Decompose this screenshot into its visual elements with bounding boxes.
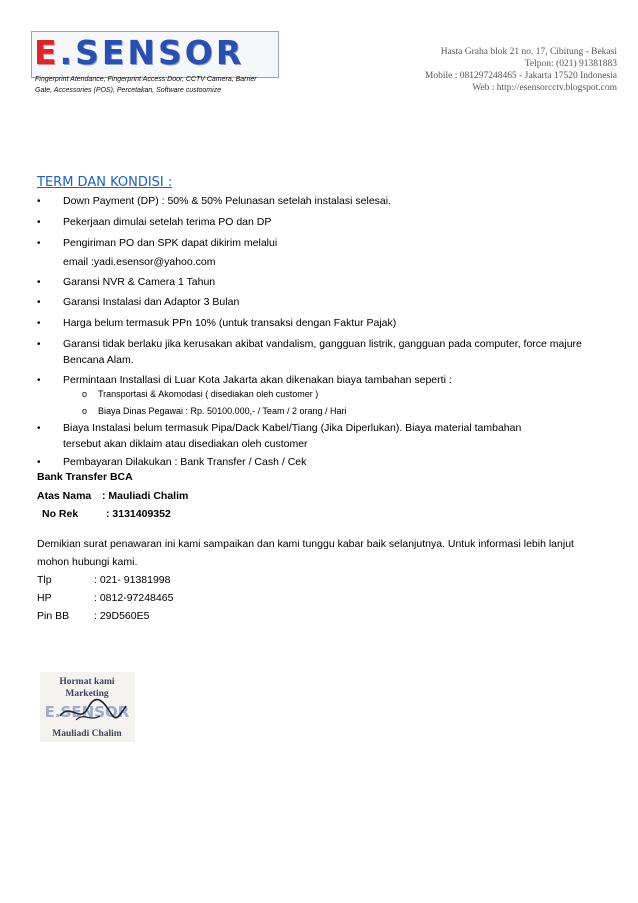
account-number-label: No Rek — [42, 508, 79, 520]
account-number-value: : 3131409352 — [106, 508, 171, 520]
stamp-greeting: Hormat kami — [59, 677, 115, 687]
stamp-signer-name: Mauliadi Chalim — [52, 729, 122, 739]
closing-text: mohon hubungi kami. — [37, 556, 138, 568]
tagline-line: Gate, Accessories (POS), Percetakan, Software custoomize — [35, 87, 222, 94]
bullet-icon: • — [37, 196, 41, 207]
company-logo — [34, 33, 274, 73]
logo-letter-e: E — [34, 33, 60, 72]
logo-wordmark: .SENSOR — [59, 33, 245, 72]
tagline-line: Fingerprint Atendance, Fingerprint Access Door, CCTV Camera, Barrier — [35, 76, 257, 83]
term-item: Biaya Instalasi belum termasuk Pipa/Dack Kabel/Tiang (Jika Diperlukan). Biaya material tambahan — [63, 422, 522, 434]
contact-value-hp: : 0812-97248465 — [94, 592, 174, 604]
sub-item: Transportasi & Akomodasi ( disediakan oleh customer ) — [98, 389, 319, 399]
term-item: Pekerjaan dimulai setelah terima PO dan DP — [63, 216, 272, 228]
bullet-icon: • — [37, 457, 41, 468]
sub-item: Biaya Dinas Pegawai : Rp. 50100.000,- / Team / 2 orang / Hari — [98, 406, 347, 416]
sub-bullet-icon: o — [82, 389, 88, 399]
bank-name: Bank Transfer BCA — [37, 471, 133, 483]
term-item: Permintaan Installasi di Luar Kota Jakarta akan dikenakan biaya tambahan seperti : — [63, 374, 452, 386]
bullet-icon: • — [37, 238, 41, 249]
address-line: Mobile : 081297248465 - Jakarta 17520 Indonesia — [424, 71, 617, 81]
term-item: Garansi Instalasi dan Adaptor 3 Bulan — [63, 296, 240, 308]
bullet-icon: • — [37, 217, 41, 228]
bullet-icon: • — [37, 297, 41, 308]
stamp-watermark: E.SENSOR — [44, 703, 130, 721]
contact-label-pinbb: Pin BB — [37, 610, 70, 622]
bullet-icon: • — [37, 375, 41, 386]
term-item-continued: email :yadi.esensor@yahoo.com — [63, 256, 216, 268]
stamp-department: Marketing — [65, 689, 109, 699]
signature-stamp — [40, 672, 135, 742]
term-item: Harga belum termasuk PPn 10% (untuk transaksi dengan Faktur Pajak) — [63, 317, 397, 329]
address-line: Web : http://esensorcctv.blogspot.com — [472, 83, 617, 93]
contact-label-hp: HP — [37, 592, 52, 604]
section-title: TERM DAN KONDISI : — [37, 175, 173, 190]
bullet-icon: • — [37, 277, 41, 288]
account-holder-value: : Mauliadi Chalim — [102, 490, 189, 502]
bullet-icon: • — [37, 423, 41, 434]
term-item: Garansi NVR & Camera 1 Tahun — [63, 276, 216, 288]
contact-value-phone: : 021- 91381998 — [94, 574, 171, 586]
term-item-continued: tersebut akan diklaim atau disediakan oleh customer — [63, 438, 308, 450]
sub-bullet-icon: o — [82, 406, 88, 416]
term-item: Garansi tidak berlaku jika kerusakan akibat vandalism, gangguan listrik, gangguan pada computer, force majure — [63, 338, 582, 350]
company-tagline — [35, 74, 295, 96]
company-address — [317, 46, 617, 94]
account-holder-label: Atas Nama — [37, 490, 92, 502]
term-item: Down Payment (DP) : 50% & 50% Pelunasan setelah instalasi selesai. — [63, 195, 392, 207]
closing-text: Demikian surat penawaran ini kami sampaikan dan kami tunggu kabar baik selanjutnya. Untuk informasi lebih lanjut — [37, 538, 574, 550]
term-item: Pengiriman PO dan SPK dapat dikirim melalui — [63, 237, 278, 249]
bullet-icon: • — [37, 318, 41, 329]
address-line: Telpon: (021) 91381883 — [524, 59, 617, 69]
contact-label-phone: Tlp — [37, 574, 52, 586]
address-line: Hasta Graha blok 21 no. 17, Cibitung - Bekasi — [440, 47, 617, 57]
contact-value-pinbb: : 29D560E5 — [94, 610, 150, 622]
term-item-continued: Bencana Alam. — [63, 354, 134, 366]
bullet-icon: • — [37, 339, 41, 350]
term-item: Pembayaran Dilakukan : Bank Transfer / Cash / Cek — [63, 456, 307, 468]
